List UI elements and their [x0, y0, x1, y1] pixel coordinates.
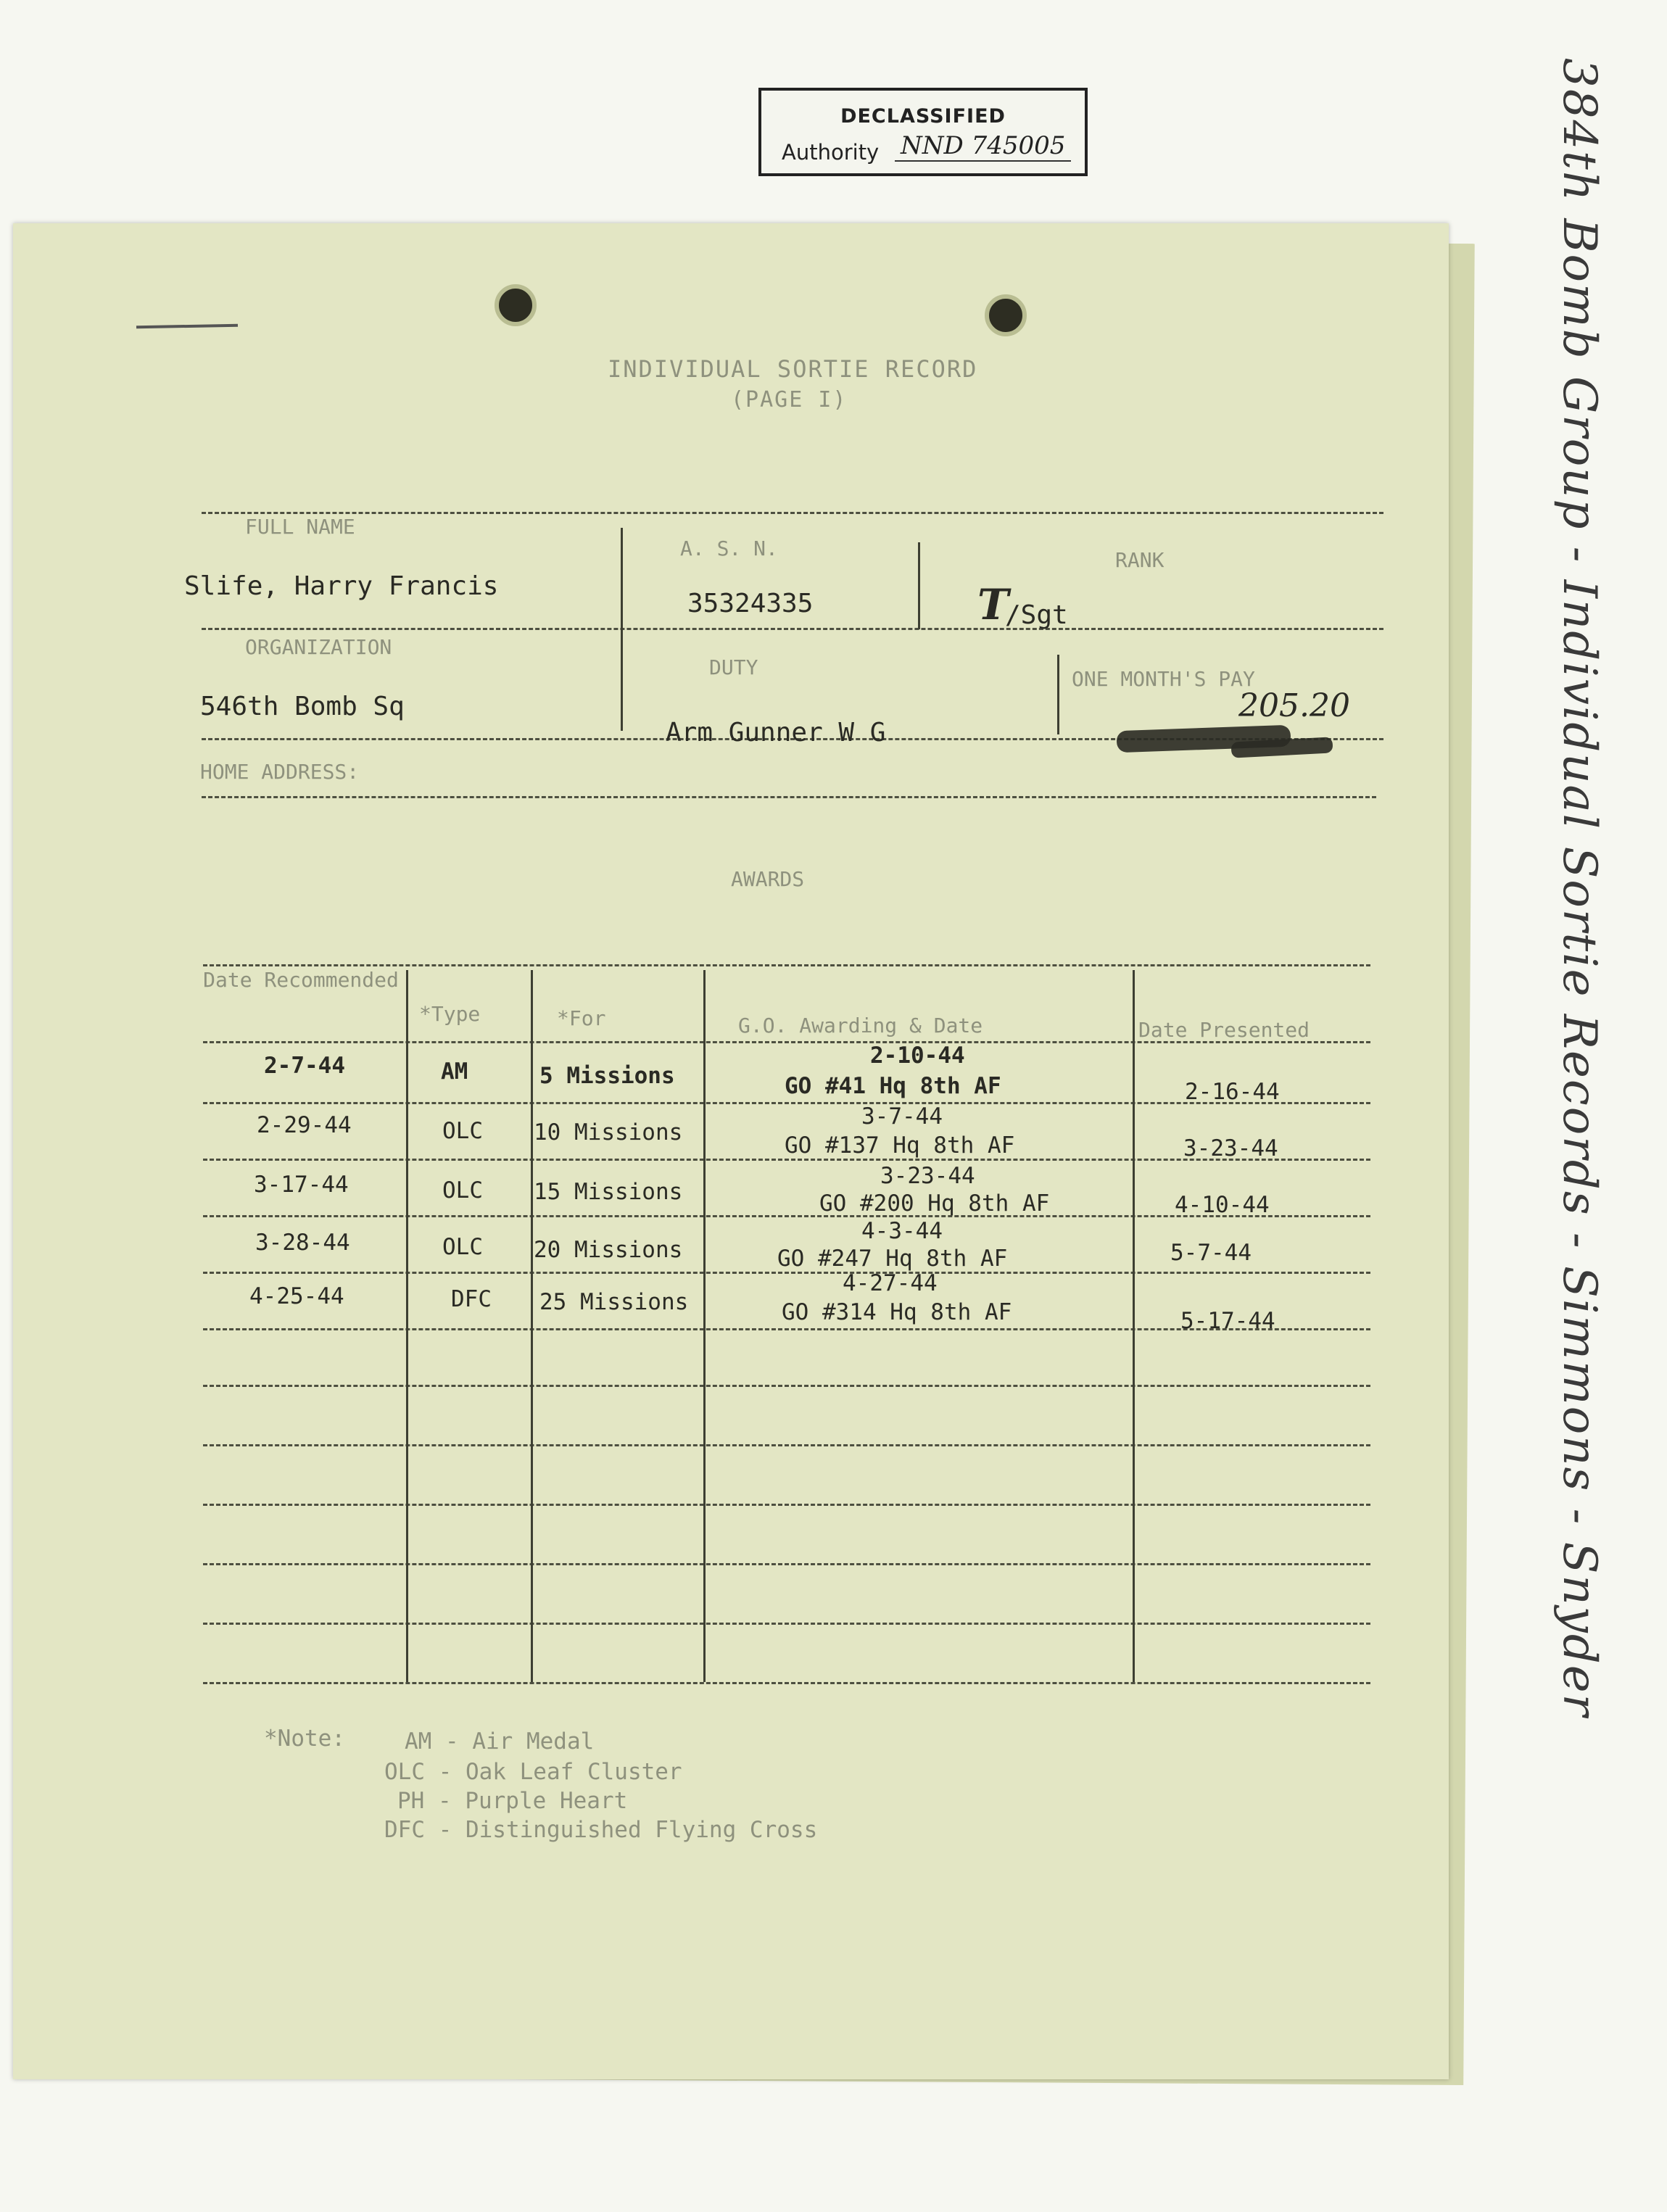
row-presented: 4-10-44 — [1175, 1192, 1270, 1218]
note-prefix: *Note: — [264, 1726, 345, 1752]
divider-pay — [1057, 655, 1059, 734]
row-type: DFC — [451, 1286, 492, 1312]
stamp-authority-label: Authority — [782, 140, 880, 165]
row-for: 15 Missions — [534, 1179, 683, 1205]
value-organization: 546th Bomb Sq — [200, 692, 405, 721]
form-subtitle: (PAGE I) — [731, 387, 848, 413]
value-rank: /Sgt — [1005, 600, 1068, 630]
header-date-presented: Date Presented — [1138, 1018, 1310, 1042]
header-type: *Type — [419, 1002, 481, 1026]
pencil-mark — [136, 324, 238, 328]
row-presented: 5-7-44 — [1170, 1240, 1252, 1266]
table-row-rule-6 — [203, 1385, 1370, 1387]
handwritten-side-note: 384th Bomb Group - Individual Sortie Records - Simmons - Snyder — [1552, 58, 1606, 1718]
row-go-date: 3-7-44 — [861, 1103, 943, 1130]
label-asn: A. S. N. — [680, 537, 778, 560]
label-organization: ORGANIZATION — [245, 635, 392, 659]
row-date: 2-29-44 — [257, 1112, 352, 1138]
table-col-divider-4 — [1133, 970, 1135, 1682]
table-col-divider-2 — [531, 970, 533, 1682]
row-go-date: 2-10-44 — [870, 1043, 965, 1069]
row-for: 25 Missions — [539, 1289, 689, 1315]
row-presented: 2-16-44 — [1185, 1079, 1280, 1105]
table-bottom-rule — [203, 1682, 1370, 1684]
table-col-divider-3 — [703, 970, 706, 1682]
label-awards: AWARDS — [731, 867, 805, 891]
punch-hole-left — [495, 284, 537, 326]
row-type: AM — [441, 1059, 468, 1085]
row-for: 20 Missions — [534, 1237, 683, 1263]
value-full-name: Slife, Harry Francis — [184, 571, 499, 601]
row-presented: 5-17-44 — [1180, 1308, 1275, 1334]
value-duty: Arm Gunner W G — [666, 718, 886, 747]
row-go-date: 3-23-44 — [880, 1163, 975, 1189]
label-full-name: FULL NAME — [245, 515, 355, 539]
declassified-stamp — [758, 88, 1088, 176]
row-date: 3-17-44 — [254, 1172, 349, 1198]
table-col-divider-1 — [406, 970, 408, 1682]
header-go: G.O. Awarding & Date — [738, 1014, 983, 1037]
rule-address — [202, 796, 1376, 798]
row-type: OLC — [442, 1118, 483, 1144]
row-go-date: 4-3-44 — [861, 1218, 943, 1244]
note-item: DFC - Distinguished Flying Cross — [384, 1817, 818, 1843]
row-go: GO #314 Hq 8th AF — [782, 1299, 1012, 1325]
row-go: GO #200 Hq 8th AF — [819, 1190, 1050, 1217]
table-row-rule-8 — [203, 1504, 1370, 1506]
label-duty: DUTY — [709, 655, 758, 679]
table-top-rule — [203, 964, 1370, 966]
stamp-authority-value: NND 745005 — [895, 131, 1071, 162]
row-for: 10 Missions — [534, 1119, 683, 1146]
row-date: 3-28-44 — [255, 1230, 350, 1256]
header-for: *For — [557, 1006, 606, 1030]
form-title: INDIVIDUAL SORTIE RECORD — [608, 355, 978, 383]
row-date: 2-7-44 — [264, 1053, 345, 1079]
rule-top — [202, 512, 1383, 514]
row-go: GO #41 Hq 8th AF — [785, 1073, 1001, 1099]
row-type: OLC — [442, 1234, 483, 1260]
row-go-date: 4-27-44 — [843, 1270, 938, 1296]
value-asn: 35324335 — [687, 589, 814, 618]
row-type: OLC — [442, 1177, 483, 1204]
stamp-title: DECLASSIFIED — [840, 105, 1006, 128]
note-item: OLC - Oak Leaf Cluster — [384, 1759, 682, 1785]
table-row-rule-4 — [203, 1272, 1370, 1274]
value-rank-hand: T — [977, 580, 1009, 629]
note-item: AM - Air Medal — [405, 1728, 595, 1755]
table-row-rule-7 — [203, 1444, 1370, 1446]
punch-hole-right — [985, 294, 1027, 336]
header-date-recommended: Date Recommended — [203, 968, 399, 992]
label-rank: RANK — [1115, 548, 1165, 572]
row-presented: 3-23-44 — [1183, 1135, 1278, 1161]
value-pay: 205.20 — [1238, 687, 1350, 724]
divider-rank — [918, 542, 920, 629]
sortie-record-sheet — [13, 223, 1449, 2079]
rule-mid — [202, 628, 1383, 630]
row-date: 4-25-44 — [249, 1283, 344, 1309]
note-item: PH - Purple Heart — [397, 1788, 628, 1814]
divider-asn — [621, 528, 623, 731]
row-go: GO #247 Hq 8th AF — [777, 1246, 1008, 1272]
label-home-address: HOME ADDRESS: — [200, 760, 360, 784]
table-row-rule-9 — [203, 1563, 1370, 1565]
table-row-rule-10 — [203, 1623, 1370, 1625]
row-for: 5 Missions — [539, 1063, 675, 1089]
row-go: GO #137 Hq 8th AF — [785, 1132, 1015, 1159]
label-pay: ONE MONTH'S PAY — [1072, 667, 1255, 691]
